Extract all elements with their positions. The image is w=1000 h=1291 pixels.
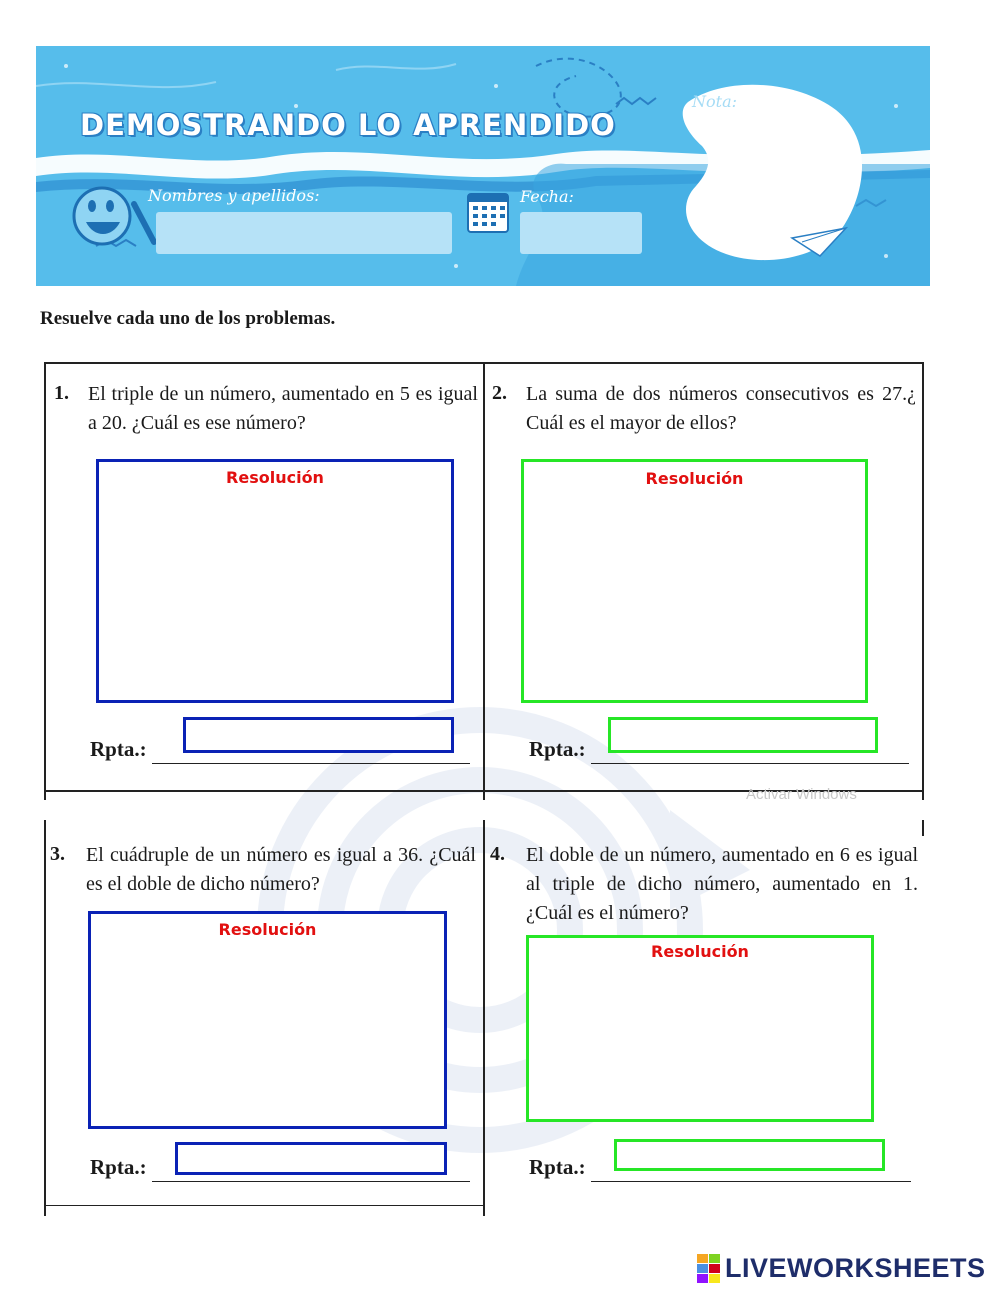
problem-text: El doble de un número, aumentado en 6 es igual al triple de dicho número, aumentado en 1. ¿Cuál es el número? xyxy=(526,844,918,924)
name-label: Nombres y apellidos: xyxy=(148,186,320,205)
work-box[interactable] xyxy=(526,935,874,1122)
problem-text: El cuádruple de un número es igual a 36. ¿Cuál es el doble de dicho número? xyxy=(86,844,476,895)
problem-number: 4. xyxy=(490,843,505,865)
activate-windows-text: Activar Windows xyxy=(746,786,857,803)
answer-input[interactable] xyxy=(608,717,878,753)
work-box[interactable] xyxy=(96,459,454,703)
work-label: Resolución xyxy=(218,920,317,939)
brand-name: LIVEWORKSHEETS xyxy=(725,1253,986,1283)
answer-input[interactable] xyxy=(175,1142,447,1175)
date-input[interactable] xyxy=(520,212,642,254)
answer-label: Rpta.: xyxy=(529,1155,586,1179)
problem-number: 1. xyxy=(54,382,69,404)
grade-label: Nota: xyxy=(692,92,737,111)
answer-input[interactable] xyxy=(614,1139,885,1171)
problem-number: 2. xyxy=(492,382,507,404)
name-input[interactable] xyxy=(156,212,452,254)
work-label: Resolución xyxy=(651,942,749,961)
answer-label: Rpta.: xyxy=(90,1155,147,1179)
liveworksheets-brand xyxy=(697,1253,986,1284)
date-label: Fecha: xyxy=(520,187,574,206)
grade-input[interactable] xyxy=(696,116,846,246)
answer-input[interactable] xyxy=(183,717,454,753)
work-box[interactable] xyxy=(88,911,447,1129)
work-label: Resolución xyxy=(645,469,744,488)
answer-label: Rpta.: xyxy=(529,737,586,761)
instruction-text: Resuelve cada uno de los problemas. xyxy=(40,308,336,329)
liveworksheets-logo-icon xyxy=(697,1254,721,1284)
worksheet-title: DEMOSTRANDO LO APRENDIDO xyxy=(80,108,616,142)
problem-text: La suma de dos números consecutivos es 27.¿ Cuál es el mayor de ellos? xyxy=(526,383,916,434)
header-banner xyxy=(36,46,930,286)
problem-text: El triple de un número, aumentado en 5 es igual a 20. ¿Cuál es ese número? xyxy=(88,383,478,434)
work-box[interactable] xyxy=(521,459,868,703)
answer-label: Rpta.: xyxy=(90,737,147,761)
work-label: Resolución xyxy=(226,468,324,487)
problem-number: 3. xyxy=(50,843,65,865)
